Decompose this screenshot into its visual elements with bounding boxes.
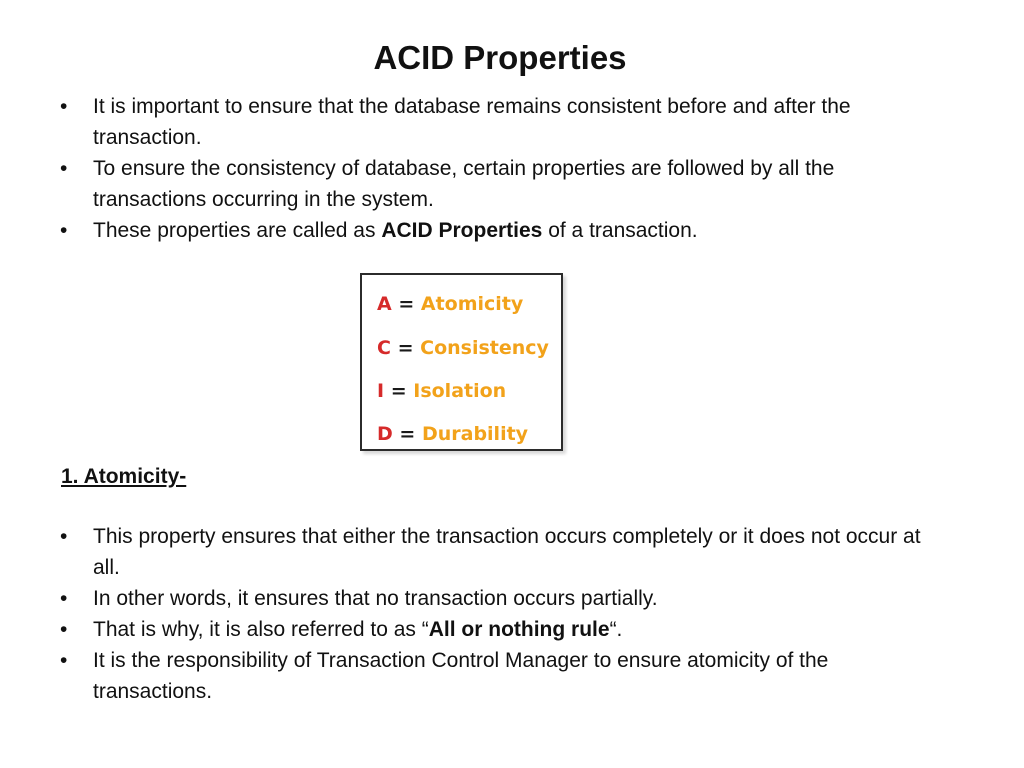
- acid-letter: D: [377, 423, 393, 445]
- bullet-text-after: of a transaction.: [542, 219, 698, 242]
- acid-row-durability: [377, 422, 528, 446]
- bullet-text: It is important to ensure that the database remains consistent before and after the transaction.: [93, 95, 851, 149]
- equals-sign: =: [398, 293, 415, 315]
- list-item: [60, 583, 950, 614]
- list-item: [60, 645, 950, 707]
- list-item: [60, 614, 950, 645]
- acid-word: Durability: [421, 423, 529, 445]
- equals-sign: =: [397, 337, 414, 359]
- equals-sign: =: [390, 380, 407, 402]
- acid-row-consistency: [377, 336, 549, 360]
- acid-letter: C: [377, 337, 391, 359]
- bullet-icon: •: [60, 649, 68, 672]
- acid-row-isolation: [377, 379, 506, 403]
- bullet-icon: •: [60, 525, 68, 548]
- bullet-text: This property ensures that either the transaction occurs completely or it does not occur at all.: [93, 525, 921, 579]
- atomicity-heading: 1. Atomicity-: [61, 465, 187, 488]
- bullet-text-after: “.: [609, 618, 623, 641]
- acid-letter: I: [377, 380, 385, 402]
- slide-title: ACID Properties: [373, 39, 627, 76]
- list-item: [60, 91, 950, 153]
- all-or-nothing-emphasis: All or nothing rule: [428, 618, 610, 641]
- bullet-icon: •: [60, 219, 68, 242]
- bullet-text-before: That is why, it is also referred to as “: [93, 618, 429, 641]
- bullet-text: It is the responsibility of Transaction Control Manager to ensure atomicity of the transactions.: [93, 649, 829, 703]
- acid-row-atomicity: [377, 292, 523, 316]
- bullet-icon: •: [60, 587, 68, 610]
- bullet-icon: •: [60, 95, 68, 118]
- acid-word: Isolation: [413, 380, 507, 402]
- list-item: [60, 153, 950, 215]
- acid-diagram: [360, 273, 563, 451]
- bullet-text-before: These properties are called as: [93, 219, 382, 242]
- list-item: [60, 215, 950, 246]
- bullet-text: To ensure the consistency of database, certain properties are followed by all the transactions occurring in the system.: [93, 157, 835, 211]
- list-item: [60, 521, 950, 583]
- acid-word: Consistency: [420, 337, 549, 359]
- bullet-icon: •: [60, 618, 68, 641]
- equals-sign: =: [399, 423, 416, 445]
- intro-bullet-list: [60, 91, 950, 246]
- bullet-text: In other words, it ensures that no transaction occurs partially.: [93, 587, 658, 610]
- acid-properties-emphasis: ACID Properties: [381, 219, 543, 242]
- bullet-icon: •: [60, 157, 68, 180]
- acid-word: Atomicity: [420, 293, 524, 315]
- acid-letter: A: [377, 293, 392, 315]
- atomicity-bullet-list: [60, 521, 950, 707]
